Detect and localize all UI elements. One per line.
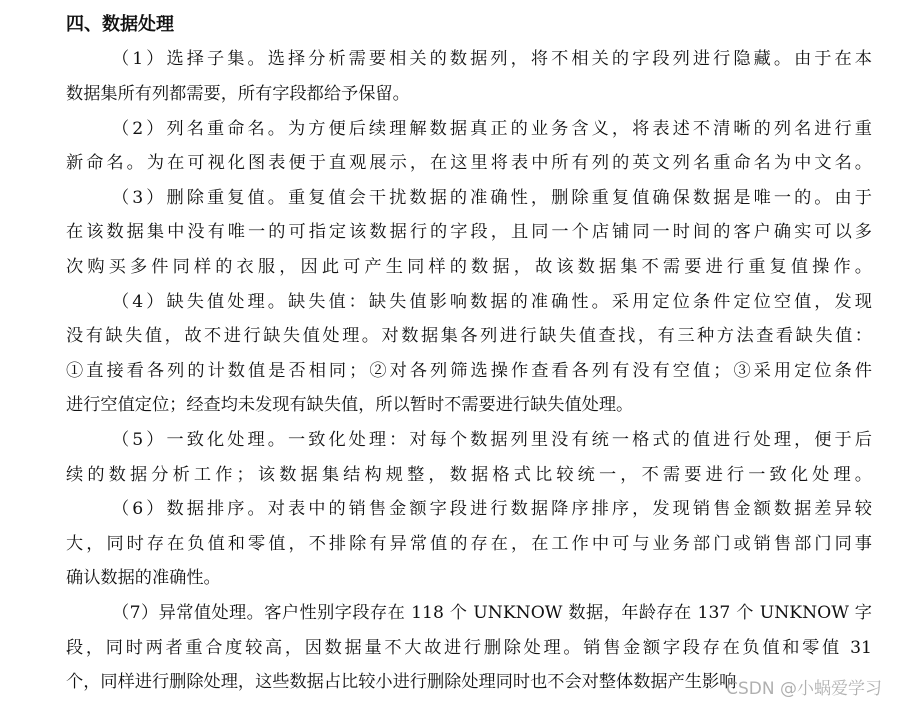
text-line: 进行空值定位；经查均未发现有缺失值，所以暂时不需要进行缺失值处理。 bbox=[66, 395, 634, 415]
text-line: 续的数据分析工作；该数据集结构规整，数据格式比较统一，不需要进行一致化处理。 bbox=[66, 465, 872, 485]
section-heading: 四、数据处理 bbox=[66, 14, 174, 35]
text-line: 大，同时存在负值和零值，不排除有异常值的存在，在工作中可与业务部门或销售部门同事 bbox=[66, 534, 872, 554]
text-line: （3）删除重复值。重复值会干扰数据的准确性，删除重复值确保数据是唯一的。由于 bbox=[112, 188, 872, 208]
text-line: 段，同时两者重合度较高，因数据量不大故进行删除处理。销售金额字段存在负值和零值 31 bbox=[66, 638, 872, 658]
text-line: （6）数据排序。对表中的销售金额字段进行数据降序排序，发现销售金额数据差异较 bbox=[112, 499, 872, 519]
text-line: ①直接看各列的计数值是否相同；②对各列筛选操作查看各列有没有空值；③采用定位条件 bbox=[66, 361, 872, 381]
text-line: 次购买多件同样的衣服，因此可产生同样的数据，故该数据集不需要进行重复值操作。 bbox=[66, 257, 872, 277]
text-line: 没有缺失值，故不进行缺失值处理。对数据集各列进行缺失值查找，有三种方法查看缺失值： bbox=[66, 326, 872, 346]
text-line: 个，同样进行删除处理，这些数据占比较小进行删除处理同时也不会对整体数据产生影响 bbox=[66, 672, 737, 692]
text-line: （7）异常值处理。客户性别字段存在 118 个 UNKNOW 数据，年龄存在 137 个 UNKNOW 字 bbox=[112, 603, 872, 623]
text-line: （2）列名重命名。为方便后续理解数据真正的业务含义，将表述不清晰的列名进行重 bbox=[112, 119, 872, 139]
watermark: CSDN @小蜗爱学习 bbox=[726, 679, 882, 699]
text-line: 确认数据的准确性。 bbox=[66, 568, 221, 588]
text-line: 在该数据集中没有唯一的可指定该数据行的字段，且同一个店铺同一时间的客户确实可以多 bbox=[66, 222, 872, 242]
text-line: 数据集所有列都需要，所有字段都给予保留。 bbox=[66, 84, 410, 104]
text-line: 新命名。为在可视化图表便于直观展示，在这里将表中所有列的英文列名重命名为中文名。 bbox=[66, 153, 872, 173]
text-line: （1）选择子集。选择分析需要相关的数据列，将不相关的字段列进行隐藏。由于在本 bbox=[112, 49, 872, 69]
text-line: （5）一致化处理。一致化处理：对每个数据列里没有统一格式的值进行处理，便于后 bbox=[112, 430, 872, 450]
text-line: （4）缺失值处理。缺失值：缺失值影响数据的准确性。采用定位条件定位空值，发现 bbox=[112, 292, 872, 312]
